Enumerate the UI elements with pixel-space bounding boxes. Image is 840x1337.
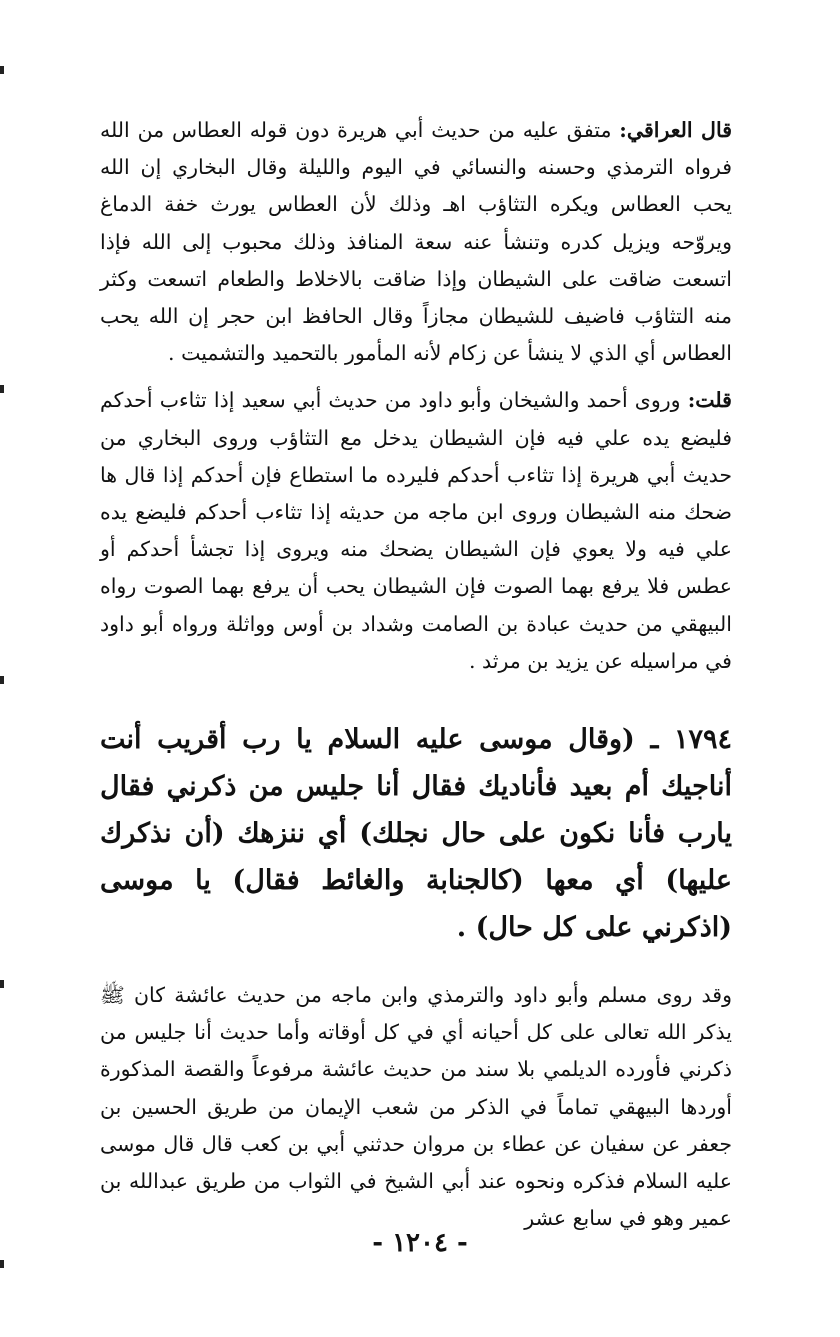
- hadith-1794: ١٧٩٤ ـ (وقال موسى عليه السلام يا رب أقريب أنت أناجيك أم بعيد فأناديك فقال أنا جليس من ذكرني فقال يارب فأنا نكون على حال نجلك) أي ننزهك (أن نذكرك عليها) أي معها (كالجنابة والغائط فقال) يا موسى (اذكرني على كل حال) .: [100, 724, 732, 944]
- page-number: - ١٢٠٤ -: [372, 1228, 468, 1258]
- binding-mark: [0, 66, 4, 74]
- commentary-text: وروى أحمد والشيخان وأبو داود من حديث أبي سعيد إذا تثاءب أحدكم فليضع يده علي فيه فإن الشيطان يدخل مع التثاؤب وروى البخاري من حديث أبي هريرة إذا تثاءب أحدكم فليرده ما استطاع فإن أحدكم إذا قال ها ضحك منه الشيطان وروى ابن ماجه من حديثه إذا تثاءب أحدكم فليضع يده علي فيه ولا يعوي فإن الشيطان يضحك منه ويروى إذا تجشأ أحدكم أو عطس فلا يرفع بهما الصوت فإن الشيطان يحب أن يرفع بهما الصوت رواه البيهقي من حديث عبادة بن الصامت وشداد بن أوس وواثلة ورواه أبو داود في مراسيله عن يزيد بن مرثد .: [100, 388, 732, 673]
- binding-mark: [0, 676, 4, 684]
- commentary-lead: قلت:: [687, 388, 732, 413]
- commentary-paragraph-iraqi: [100, 112, 732, 372]
- page-body: [100, 112, 732, 1247]
- binding-mark: [0, 1260, 4, 1268]
- binding-mark: [0, 980, 4, 988]
- commentary-lead: قال العراقي:: [619, 118, 732, 142]
- commentary-paragraph-takhrij: وقد روى مسلم وأبو داود والترمذي وابن ماجه من حديث عائشة كان ﷺ يذكر الله تعالى على كل أحيانه أي في كل أوقاته وأما حديث أنا جليس من ذكرني فأورده الديلمي بلا سند من حديث عائشة مرفوعاً والقصة المذكورة أوردها البيهقي تماماً في الذكر من شعب الإيمان من طريق الحسين بن جعفر عن سفيان عن عطاء بن مروان حدثني أبي بن كعب قال قال موسى عليه السلام فذكره ونحوه عند أبي الشيخ في الثواب من طريق عبدالله بن عمير وهو في سابع عشر: [100, 983, 732, 1231]
- binding-mark: [0, 385, 4, 393]
- commentary-paragraph-qultu: [100, 382, 732, 680]
- commentary-text: متفق عليه من حديث أبي هريرة دون قوله العطاس من الله فرواه الترمذي وحسنه والنسائي في اليوم والليلة وقال البخاري إن الله يحب العطاس ويكره التثاؤب اهـ وذلك لأن العطاس يورث خفة الدماغ ويروّحه ويزيل كدره وتنشأ عنه سعة المنافذ وذلك محبوب إلى الله فإذا اتسعت ضاقت على الشيطان وإذا ضاقت بالاخلاط والطعام اتسعت وكثر منه التثاؤب فاضيف للشيطان مجازاً وقال الحافظ ابن حجر إن الله يحب العطاس أي الذي لا ينشأ عن زكام لأنه المأمور بالتحميد والتشميت .: [100, 118, 732, 366]
